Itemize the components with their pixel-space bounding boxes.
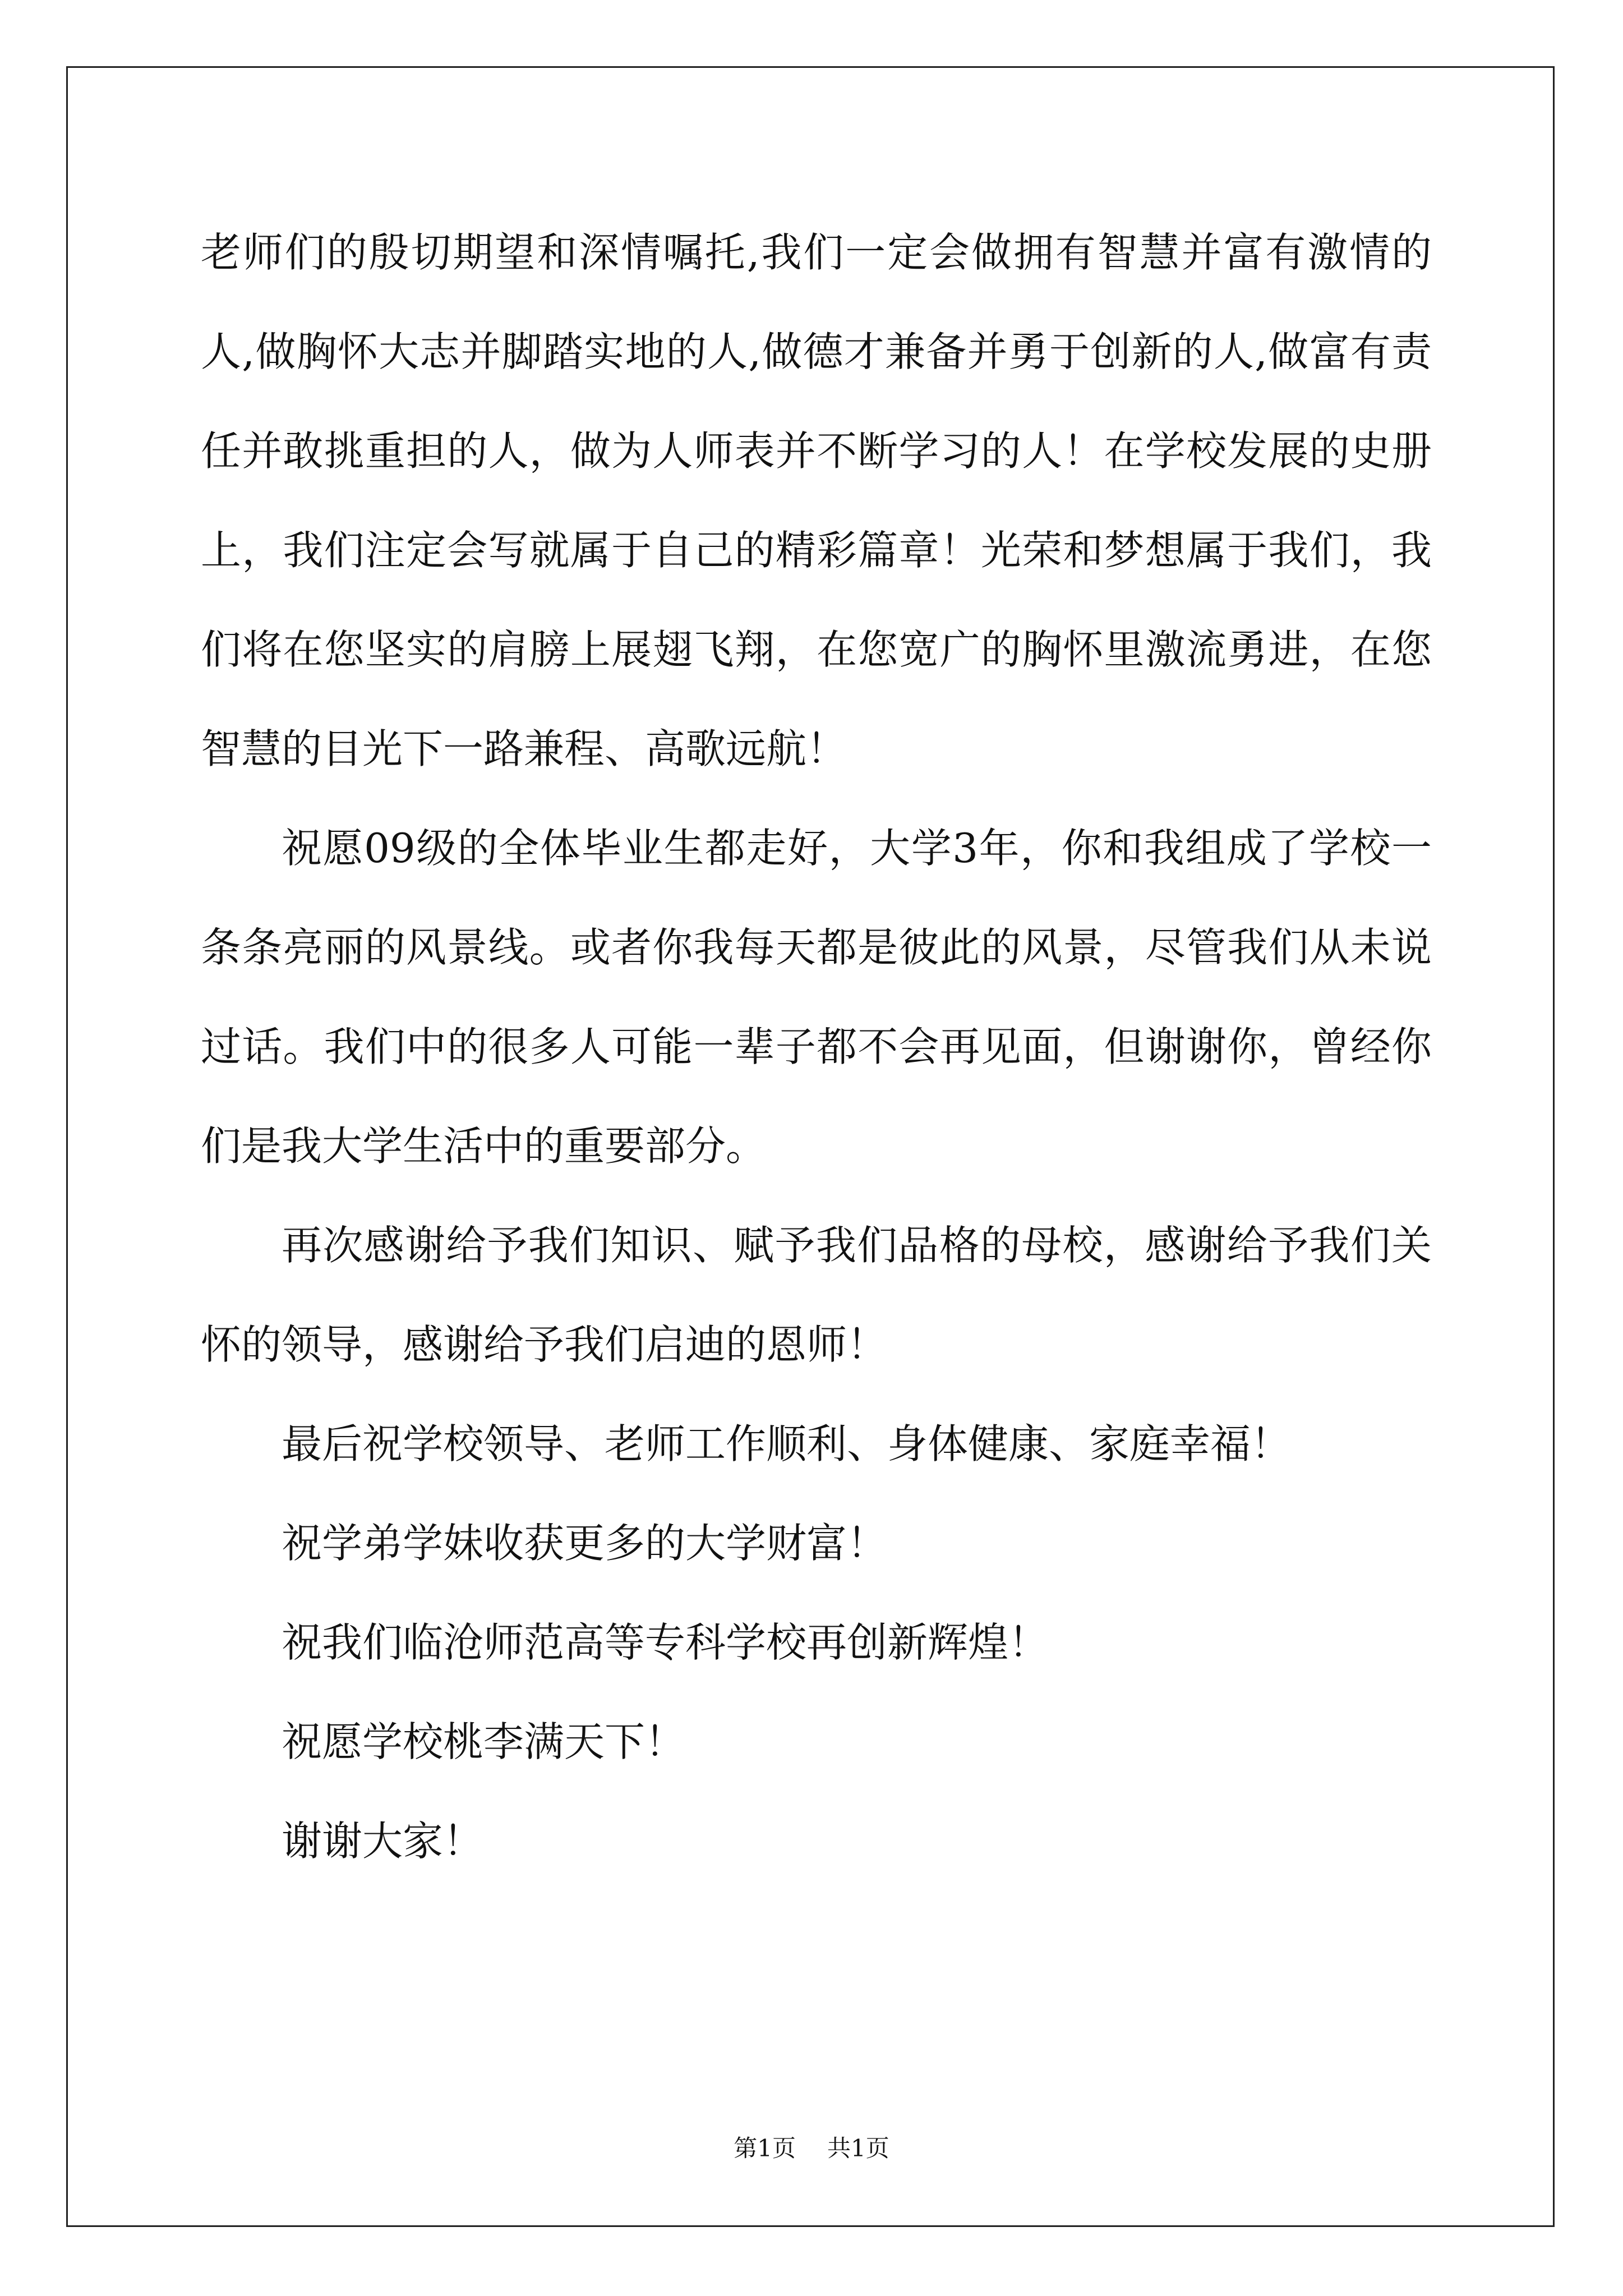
page-footer xyxy=(0,2132,1623,2165)
paragraph-closing: 谢谢大家！ xyxy=(282,1818,484,1865)
paragraph-continuation: 老师们的殷切期望和深情嘱托,我们一定会做拥有智慧并富有激情的人,做胸怀大志并脚踏实地的人,做德才兼备并勇于创新的人,做富有责任并敢挑重担的人，做为人师表并不断学习的人！在学校发展的史册上，我们注定会写就属于自己的精彩篇章！光荣和梦想属于我们，我们将在您坚实的肩膀上展翅飞翔，在您宽广的胸怀里激流勇进，在您智慧的目光下一路兼程、高歌远航！ xyxy=(201,229,1432,772)
page-number: 第1页 xyxy=(734,2134,796,2162)
page-total: 共1页 xyxy=(827,2134,889,2162)
paragraph-thanks: 再次感谢给予我们知识、赋予我们品格的母校，感谢给予我们关怀的领导，感谢给予我们启迪的恩师！ xyxy=(201,1222,1432,1368)
paragraph-wish-students: 祝愿学校桃李满天下！ xyxy=(282,1718,686,1765)
paragraph-graduates: 祝愿09级的全体毕业生都走好，大学3年，你和我组成了学校一条条亮丽的风景线。或者你我每天都是彼此的风景，尽管我们从未说过话。我们中的很多人可能一辈子都不会再见面，但谢谢你，曾经你们是我大学生活中的重要部分。 xyxy=(201,825,1432,1170)
document-body xyxy=(201,203,1432,1891)
paragraph-wish-leaders: 最后祝学校领导、老师工作顺利、身体健康、家庭幸福！ xyxy=(282,1420,1292,1467)
paragraph-wish-juniors: 祝学弟学妹收获更多的大学财富！ xyxy=(282,1520,888,1567)
paragraph-wish-school: 祝我们临沧师范高等专科学校再创新辉煌！ xyxy=(282,1619,1049,1666)
